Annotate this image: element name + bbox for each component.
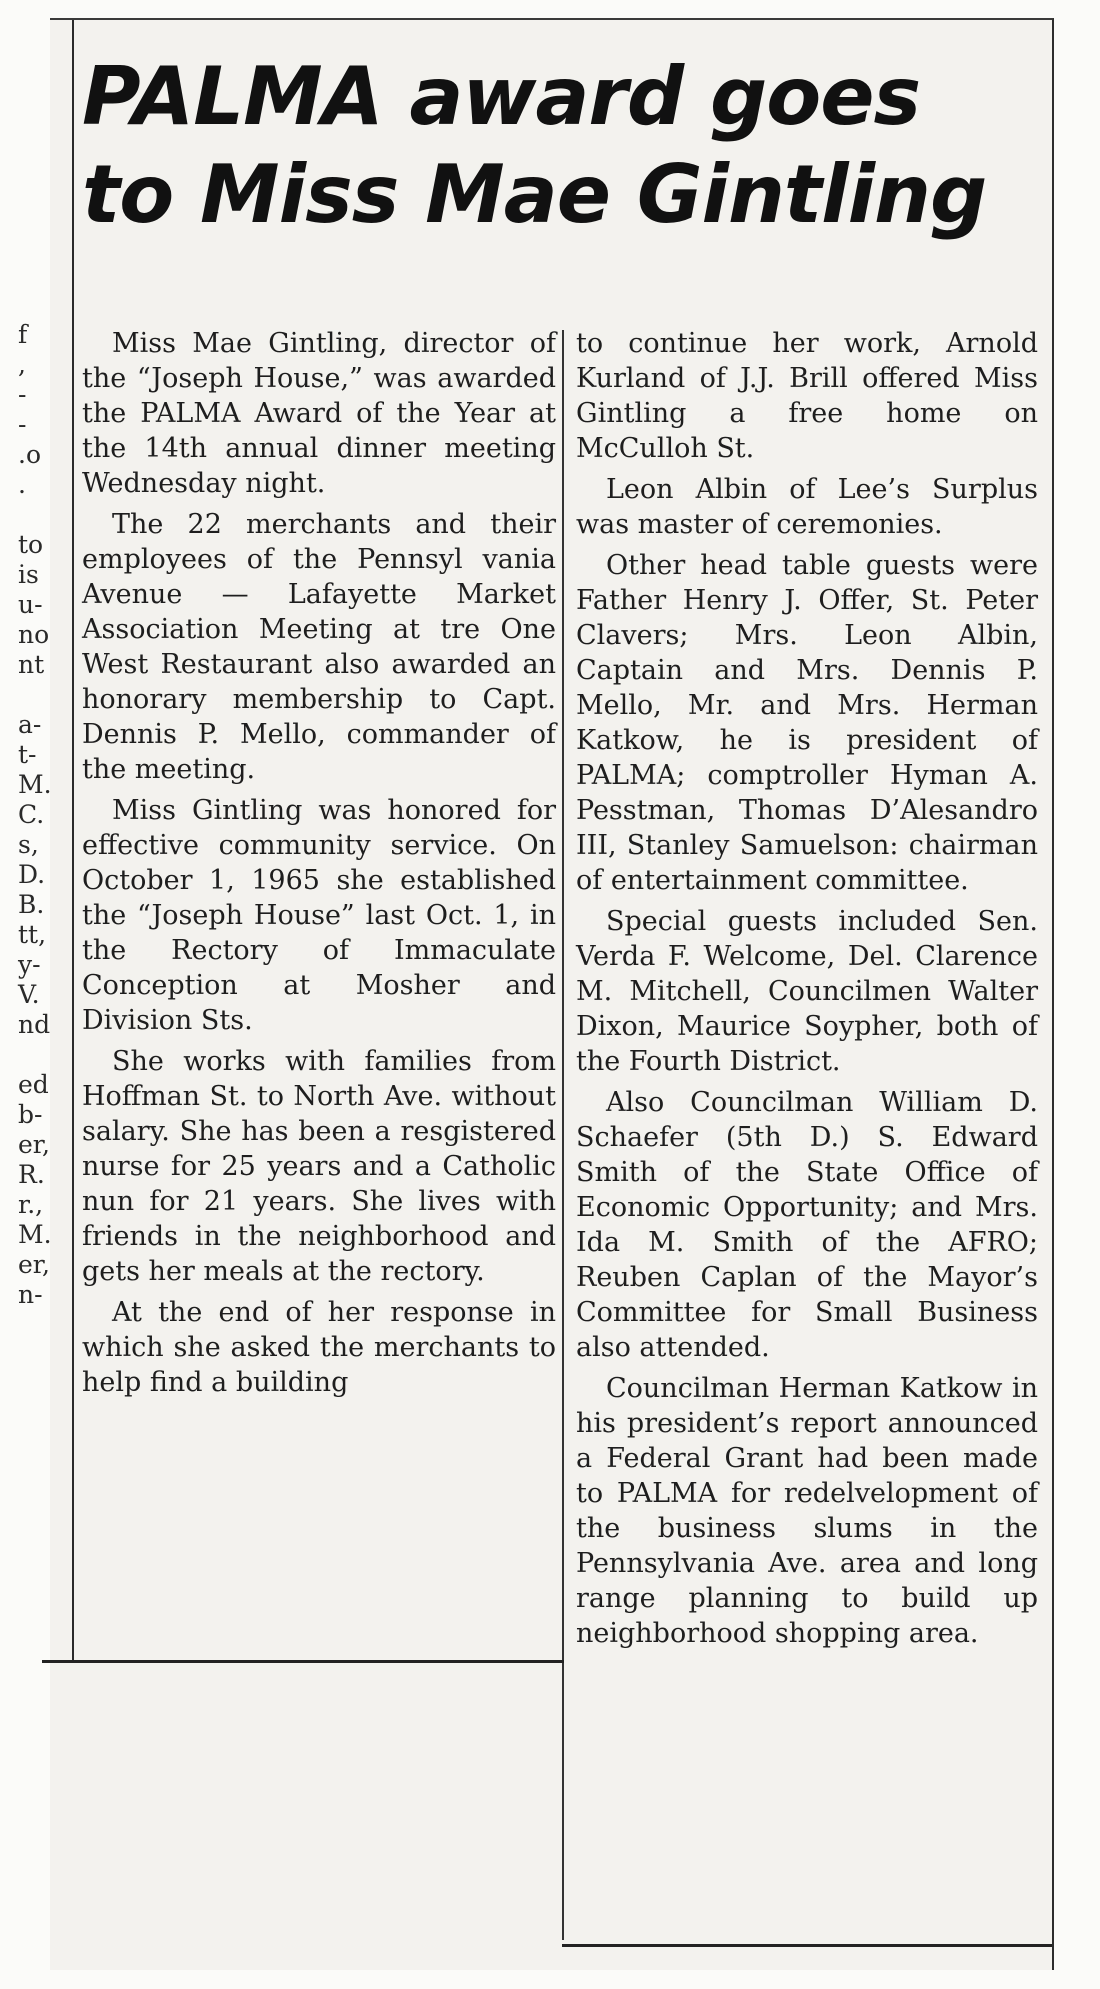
paragraph: Leon Albin of Lee’s Surplus was master of ceremonies. [576,474,1038,540]
headline-line-2: to Miss Mae Gintling [82,148,987,241]
paragraph: to continue her work, Arnold Kurland of J.J. Brill offered Miss Gintling a free home on McCulloh St. [576,328,1038,464]
headline [82,48,1042,244]
paragraph: Miss Mae Gintling, director of the “Joseph House,” was awarded the PALMA Award of the Year at the 14th annual dinner meeting Wednesday night. [82,328,556,499]
article-column-2 [576,326,1038,1657]
paragraph: The 22 merchants and their employees of the Pennsyl vania Avenue — Lafayette Market Association Meeting at tre One West Restaurant also awarded an honorary membership to Capt. Dennis P. Mello, commander of the meeting. [82,509,556,785]
paragraph: Councilman Herman Katkow in his president’s report announced a Federal Grant had been made to PALMA for redelvelopment of the business slums in the Pennsylvania Ave. area and long range planning to build up neighborhood shopping area. [576,1373,1038,1649]
adjacent-column-fragment: f , - - .o . to is u- no nt a- t- M. C. s, D. B. tt, y- V. nd ed b- er, R. r., M. er, n- [18,320,52,1309]
paragraph: Also Councilman William D. Schaefer (5th D.) S. Edward Smith of the State Office of Economic Opportunity; and Mrs. Ida M. Smith of the AFRO; Reuben Caplan of the Mayor’s Committee for Small Business also attended. [576,1087,1038,1363]
article-column-1 [82,326,556,1406]
headline-line-1: PALMA award goes [82,50,921,143]
column-divider [562,330,564,1940]
bottom-rule [562,1944,1052,1947]
paragraph: Miss Gintling was honored for effective community service. On October 1, 1965 she established the “Joseph House” last Oct. 1, in the Rectory of Immaculate Conception at Mosher and Division Sts. [82,795,556,1036]
column-end-rule [42,1660,564,1663]
paragraph: Special guests included Sen. Verda F. Welcome, Del. Clarence M. Mitchell, Councilmen Walter Dixon, Maurice Soypher, both of the Fourth District. [576,906,1038,1077]
paragraph: Other head table guests were Father Henry J. Offer, St. Peter Clavers; Mrs. Leon Albin, Captain and Mrs. Dennis P. Mello, Mr. and Mrs. Herman Katkow, he is president of PALMA; comptroller Hyman A. Pesstman, Thomas D’Alesandro III, Stanley Samuelson: chairman of entertainment committee. [576,550,1038,896]
paragraph: She works with families from Hoffman St. to North Ave. without salary. She has been a resgistered nurse for 25 years and a Catholic nun for 21 years. She lives with friends in the neighborhood and gets her meals at the rectory. [82,1046,556,1287]
paragraph: At the end of her response in which she asked the merchants to help find a building [82,1297,556,1398]
